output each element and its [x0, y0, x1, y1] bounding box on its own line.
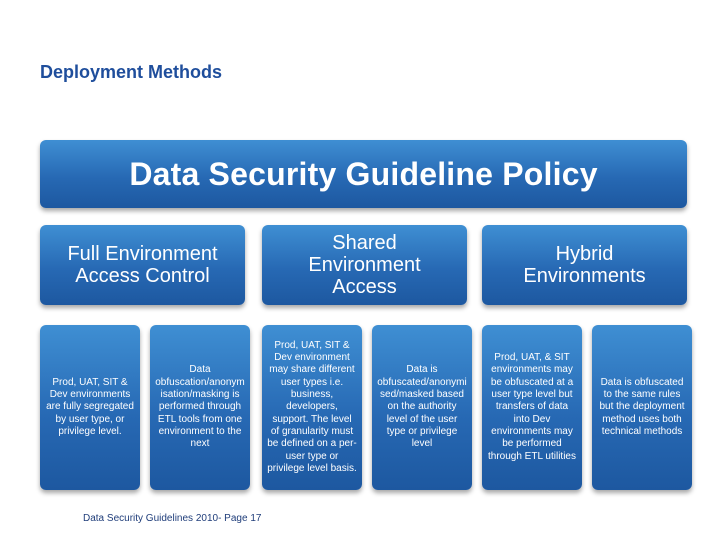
hybrid-env-item-1-text: Prod, UAT, & SIT environments may be obfuscated at a user type level but transfers of data into Dev environments may be performed through ETL utilities — [487, 352, 576, 462]
shared-environment-box — [262, 225, 467, 305]
shared-env-item-2 — [372, 325, 472, 490]
shared-env-item-1-text: Prod, UAT, SIT & Dev environment may share different user types i.e. business, developers, support. The level of granularity must be defined on a per- user type or privilege level basis. — [267, 339, 357, 474]
footer: Data Security Guidelines 2010- Page 17 — [83, 513, 262, 524]
hybrid-env-item-2 — [592, 325, 692, 490]
hybrid-environments-box — [482, 225, 687, 305]
policy-box — [40, 140, 687, 208]
hybrid-env-item-2-text: Data is obfuscated to the same rules but the deployment method uses both technical methods — [599, 376, 685, 437]
hybrid-env-item-1 — [482, 325, 582, 490]
full-environment-label: Full Environment Access Control — [67, 243, 218, 287]
full-env-item-1-text: Prod, UAT, SIT & Dev environments are fully segregated by user type, or privilege level. — [46, 376, 134, 437]
shared-environment-label: Shared Environment Access — [308, 232, 421, 298]
shared-env-item-1 — [262, 325, 362, 490]
policy-label: Data Security Guideline Policy — [129, 155, 598, 192]
slide-title: Deployment Methods — [40, 62, 223, 82]
hybrid-environments-label: Hybrid Environments — [523, 243, 646, 287]
full-env-item-2-text: Data obfuscation/anonym isation/masking is performed through ETL tools from one environment to the next — [155, 364, 245, 450]
full-environment-box — [40, 225, 245, 305]
shared-env-item-2-text: Data is obfuscated/anonymi sed/masked based on the authority level of the user type or privilege level — [377, 364, 467, 450]
full-env-item-2 — [150, 325, 250, 490]
full-env-item-1 — [40, 325, 140, 490]
